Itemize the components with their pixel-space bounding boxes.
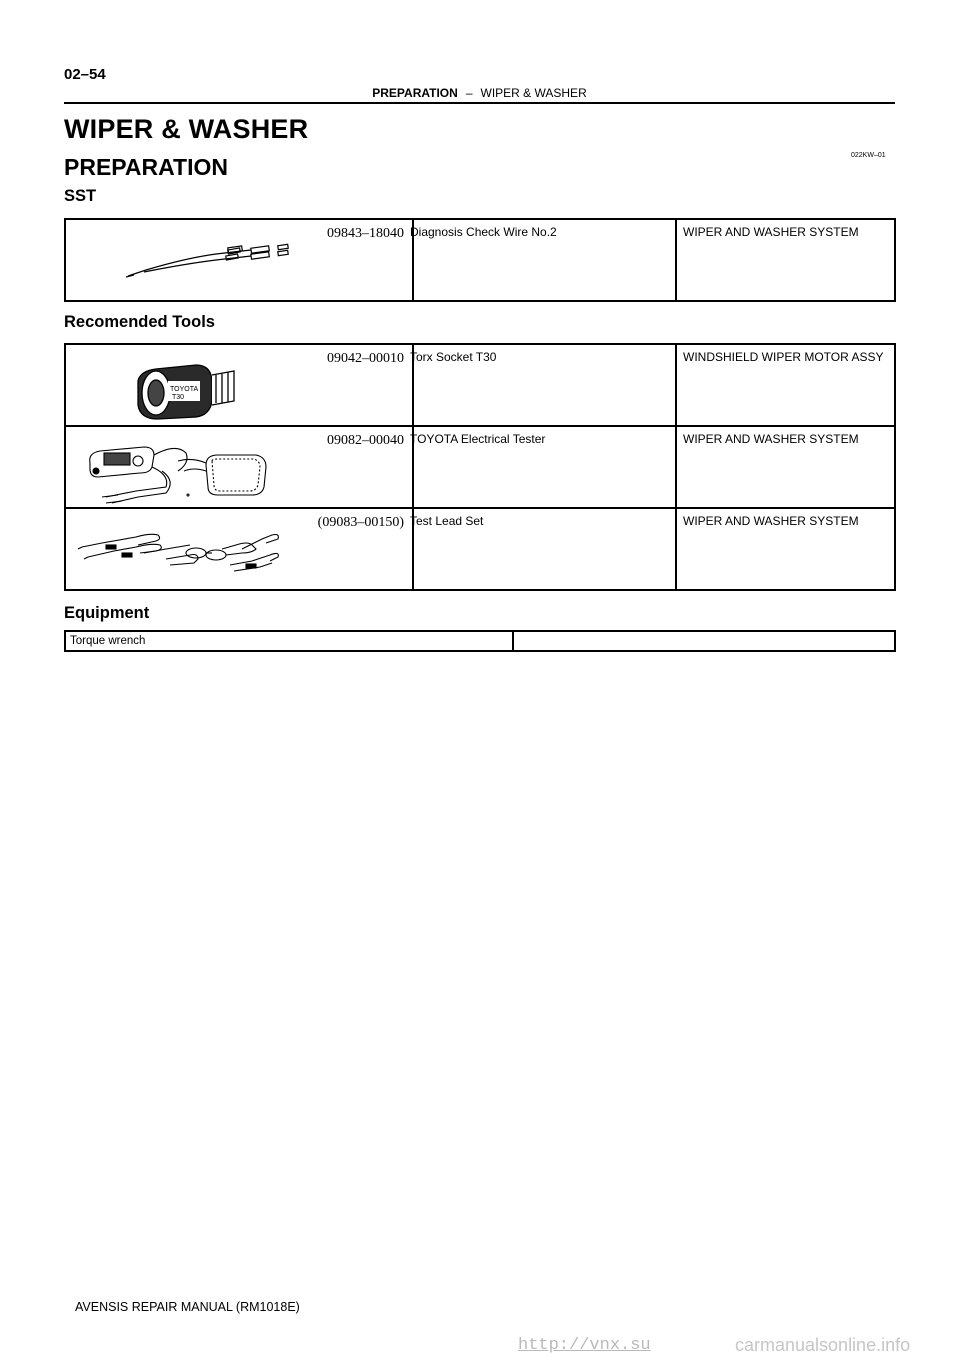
tool-use: WIPER AND WASHER SYSTEM [683, 225, 859, 239]
tool-name-cell [410, 344, 676, 426]
tool-use-cell [676, 219, 895, 301]
svg-text:TOYOTA: TOYOTA [170, 386, 199, 393]
tool-use-cell [676, 508, 895, 590]
tool-name: TOYOTA Electrical Tester [410, 432, 546, 446]
table-row [65, 219, 895, 301]
part-number: (09083–00150) [317, 515, 404, 530]
tool-use-cell [676, 344, 895, 426]
part-number: 09843–18040 [327, 226, 404, 241]
tool-use: WINDSHIELD WIPER MOTOR ASSY [683, 350, 884, 364]
table-row [65, 508, 895, 590]
table-row [65, 631, 895, 651]
recommended-tools-table [64, 343, 896, 591]
sst-table [64, 218, 896, 302]
tool-name: Torx Socket T30 [410, 350, 497, 364]
tool-image-cell [65, 344, 413, 426]
table-row [65, 344, 895, 426]
tool-image-cell [65, 508, 413, 590]
document-code: 022KW–01 [851, 152, 886, 159]
tool-name: Test Lead Set [410, 514, 484, 528]
table-row [65, 426, 895, 508]
tool-name: Diagnosis Check Wire No.2 [410, 225, 557, 239]
recommended-tools-heading: Recomended Tools [64, 313, 215, 331]
part-number: 09042–00010 [327, 351, 404, 366]
page-subtitle: PREPARATION [64, 154, 228, 180]
tool-name-cell [410, 508, 676, 590]
tool-name-cell [410, 219, 676, 301]
running-header-subsection: WIPER & WASHER [480, 86, 587, 100]
running-header-separator: – [465, 86, 473, 100]
part-number: 09082–00040 [327, 433, 404, 448]
equipment-table [64, 630, 896, 652]
equipment-note [513, 631, 895, 651]
tool-name-cell [410, 426, 676, 508]
watermark-link[interactable]: http://vnx.su [518, 1336, 651, 1355]
tool-image-cell [65, 426, 413, 508]
footer-manual-code: AVENSIS REPAIR MANUAL (RM1018E) [75, 1300, 300, 1314]
page-number: 02–54 [64, 66, 106, 83]
tool-use-cell [676, 426, 895, 508]
running-header-section: PREPARATION [372, 86, 458, 100]
tool-use: WIPER AND WASHER SYSTEM [683, 432, 859, 446]
running-header [64, 86, 895, 104]
page-title: WIPER & WASHER [64, 114, 309, 144]
tool-image-cell [65, 219, 413, 301]
sst-heading: SST [64, 187, 97, 205]
equipment-item: Torque wrench [65, 631, 513, 651]
tool-use: WIPER AND WASHER SYSTEM [683, 514, 859, 528]
svg-text:T30: T30 [172, 394, 185, 401]
equipment-heading: Equipment [64, 604, 150, 622]
brand-watermark: carmanualsonline.info [735, 1335, 911, 1355]
